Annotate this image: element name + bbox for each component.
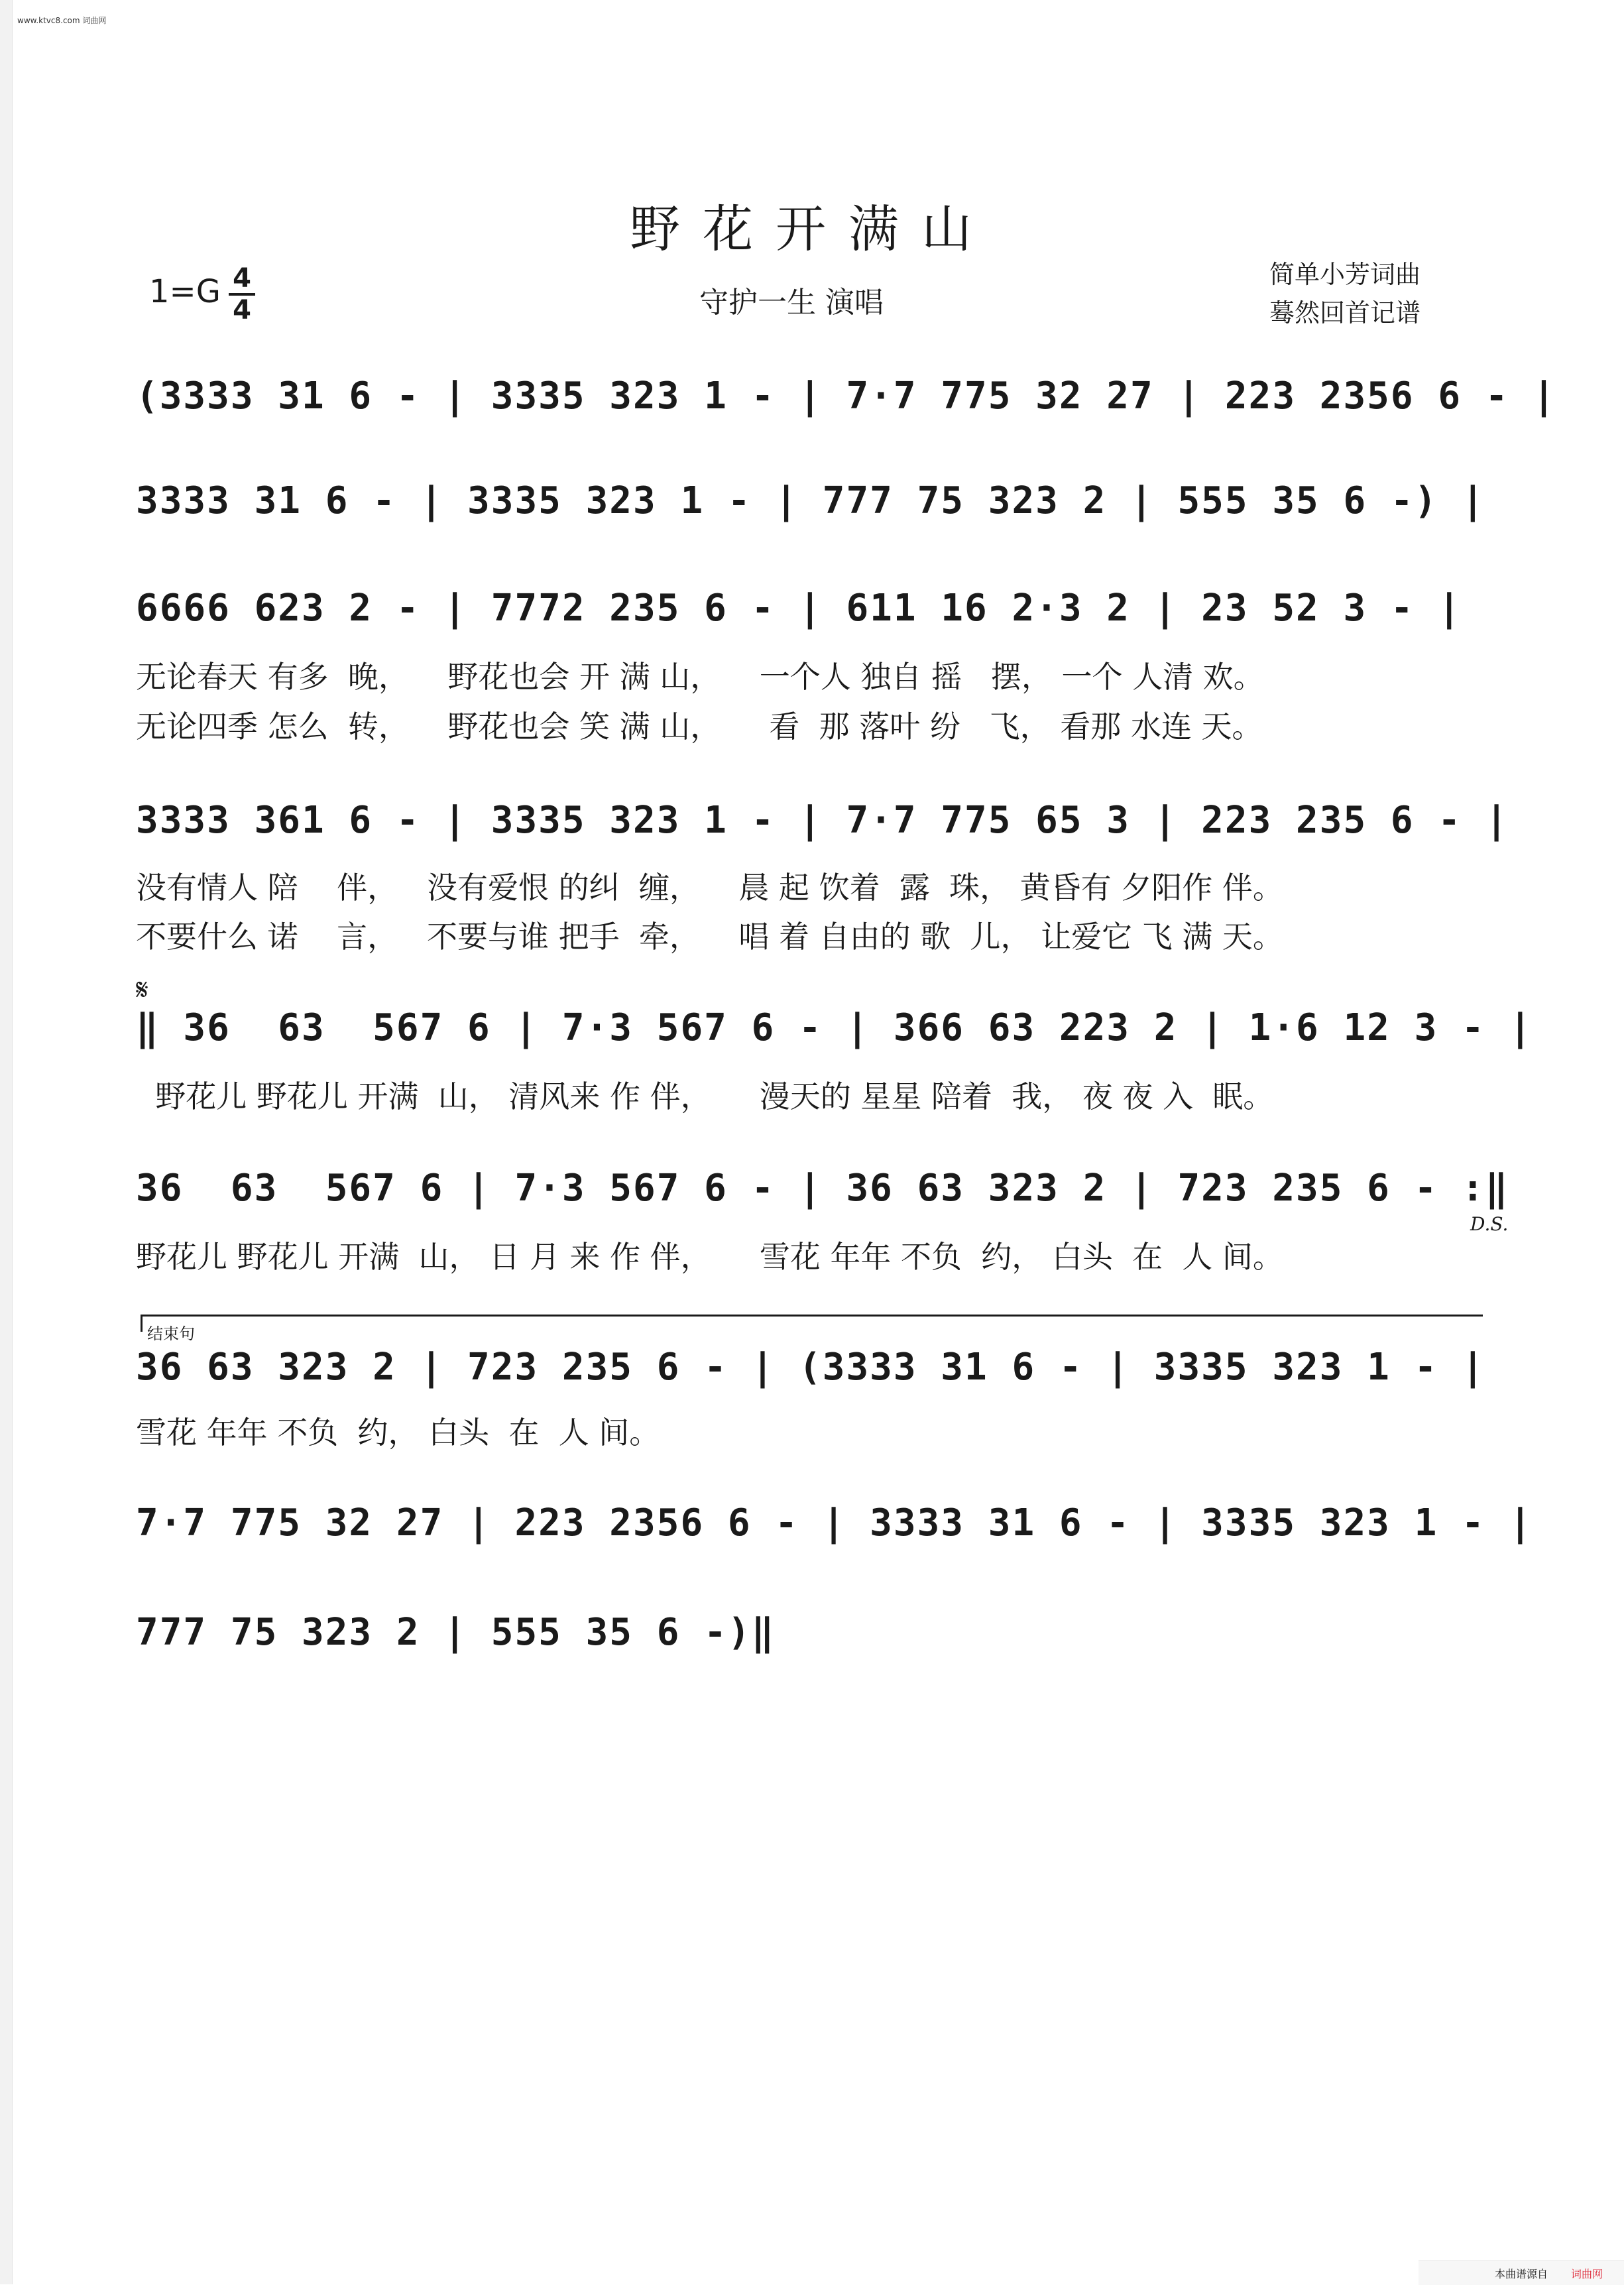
lyric-line: 无论四季 怎么 转， 野花也会 笑 满 山， 看 那 落叶 纷 飞， 看那 水连 天。 [136,709,1263,744]
time-signature [229,264,255,325]
lyric-line: 不要什么 诺 言， 不要与谁 把手 牵， 唱 着 自由的 歌 儿， 让爱它 飞 满 天。 [136,919,1283,955]
notation-row: 36 63 323 2 | 723 235 6 - | (3333 31 6 - | 3335 323 1 - | [136,1346,1485,1389]
coda-bracket [141,1315,1483,1317]
credits [1269,255,1421,332]
coda-bracket-tick [141,1315,143,1332]
lyric-line: 野花儿 野花儿 开满 山， 清风来 作 伴， 漫天的 星星 陪着 我， 夜 夜 入 眠。 [136,1079,1274,1114]
credit-transcriber: 蓦然回首记谱 [1269,298,1421,327]
left-margin-strip [0,0,13,2284]
ds-marking: D.S. [1470,1213,1509,1235]
lyric-line: 无论春天 有多 晚， 野花也会 开 满 山， 一个人 独自 摇 摆， 一个 人清 欢。 [136,659,1264,695]
notation-row: 36 63 567 6 | 7·3 567 6 - | 36 63 323 2 | 723 235 6 - :‖ [136,1167,1509,1210]
notation-row: 3333 361 6 - | 3335 323 1 - | 7·7 775 65 3 | 223 235 6 - | [136,799,1509,842]
song-title: 野花开满山 [630,200,994,259]
credit-lyrics-music: 简单小芳词曲 [1269,260,1421,289]
notation-row: 3333 31 6 - | 3335 323 1 - | 777 75 323 2 | 555 35 6 -) | [136,479,1485,522]
lyric-line: 没有情人 陪 伴， 没有爱恨 的纠 缠， 晨 起 饮着 露 珠， 黄昏有 夕阳作 伴。 [136,870,1283,906]
notation-row: 777 75 323 2 | 555 35 6 -)‖ [136,1611,776,1654]
notation-row: (3333 31 6 - | 3335 323 1 - | 7·7 775 32 27 | 223 2356 6 - | [136,375,1556,418]
lyric-line: 野花儿 野花儿 开满 山， 日 月 来 作 伴， 雪花 年年 不负 约， 白头 在 人 间。 [136,1239,1283,1275]
time-signature-top: 4 [229,264,255,296]
key-signature: 1=G [149,273,221,310]
footer-source-text: 本曲谱源自 [1495,2268,1548,2280]
notation-row: ‖ 36 63 567 6 | 7·3 567 6 - | 366 63 223 2 | 1·6 12 3 - | [136,1006,1533,1049]
lyric-line: 雪花 年年 不负 约， 白头 在 人 间。 [136,1415,660,1450]
coda-label: 结束句 [147,1324,195,1343]
header-url: www.ktvc8.com 词曲网 [17,16,107,25]
notation-row: 7·7 775 32 27 | 223 2356 6 - | 3333 31 6 - | 3335 323 1 - | [136,1501,1533,1545]
performer: 守护一生 演唱 [699,286,884,320]
footer-logo[interactable]: 词曲网 [1571,2268,1603,2280]
time-signature-bottom: 4 [233,295,251,325]
notation-row: 6666 623 2 - | 7772 235 6 - | 611 16 2·3 2 | 23 52 3 - | [136,587,1462,630]
segno-sign: 𝄋 [136,973,148,1007]
